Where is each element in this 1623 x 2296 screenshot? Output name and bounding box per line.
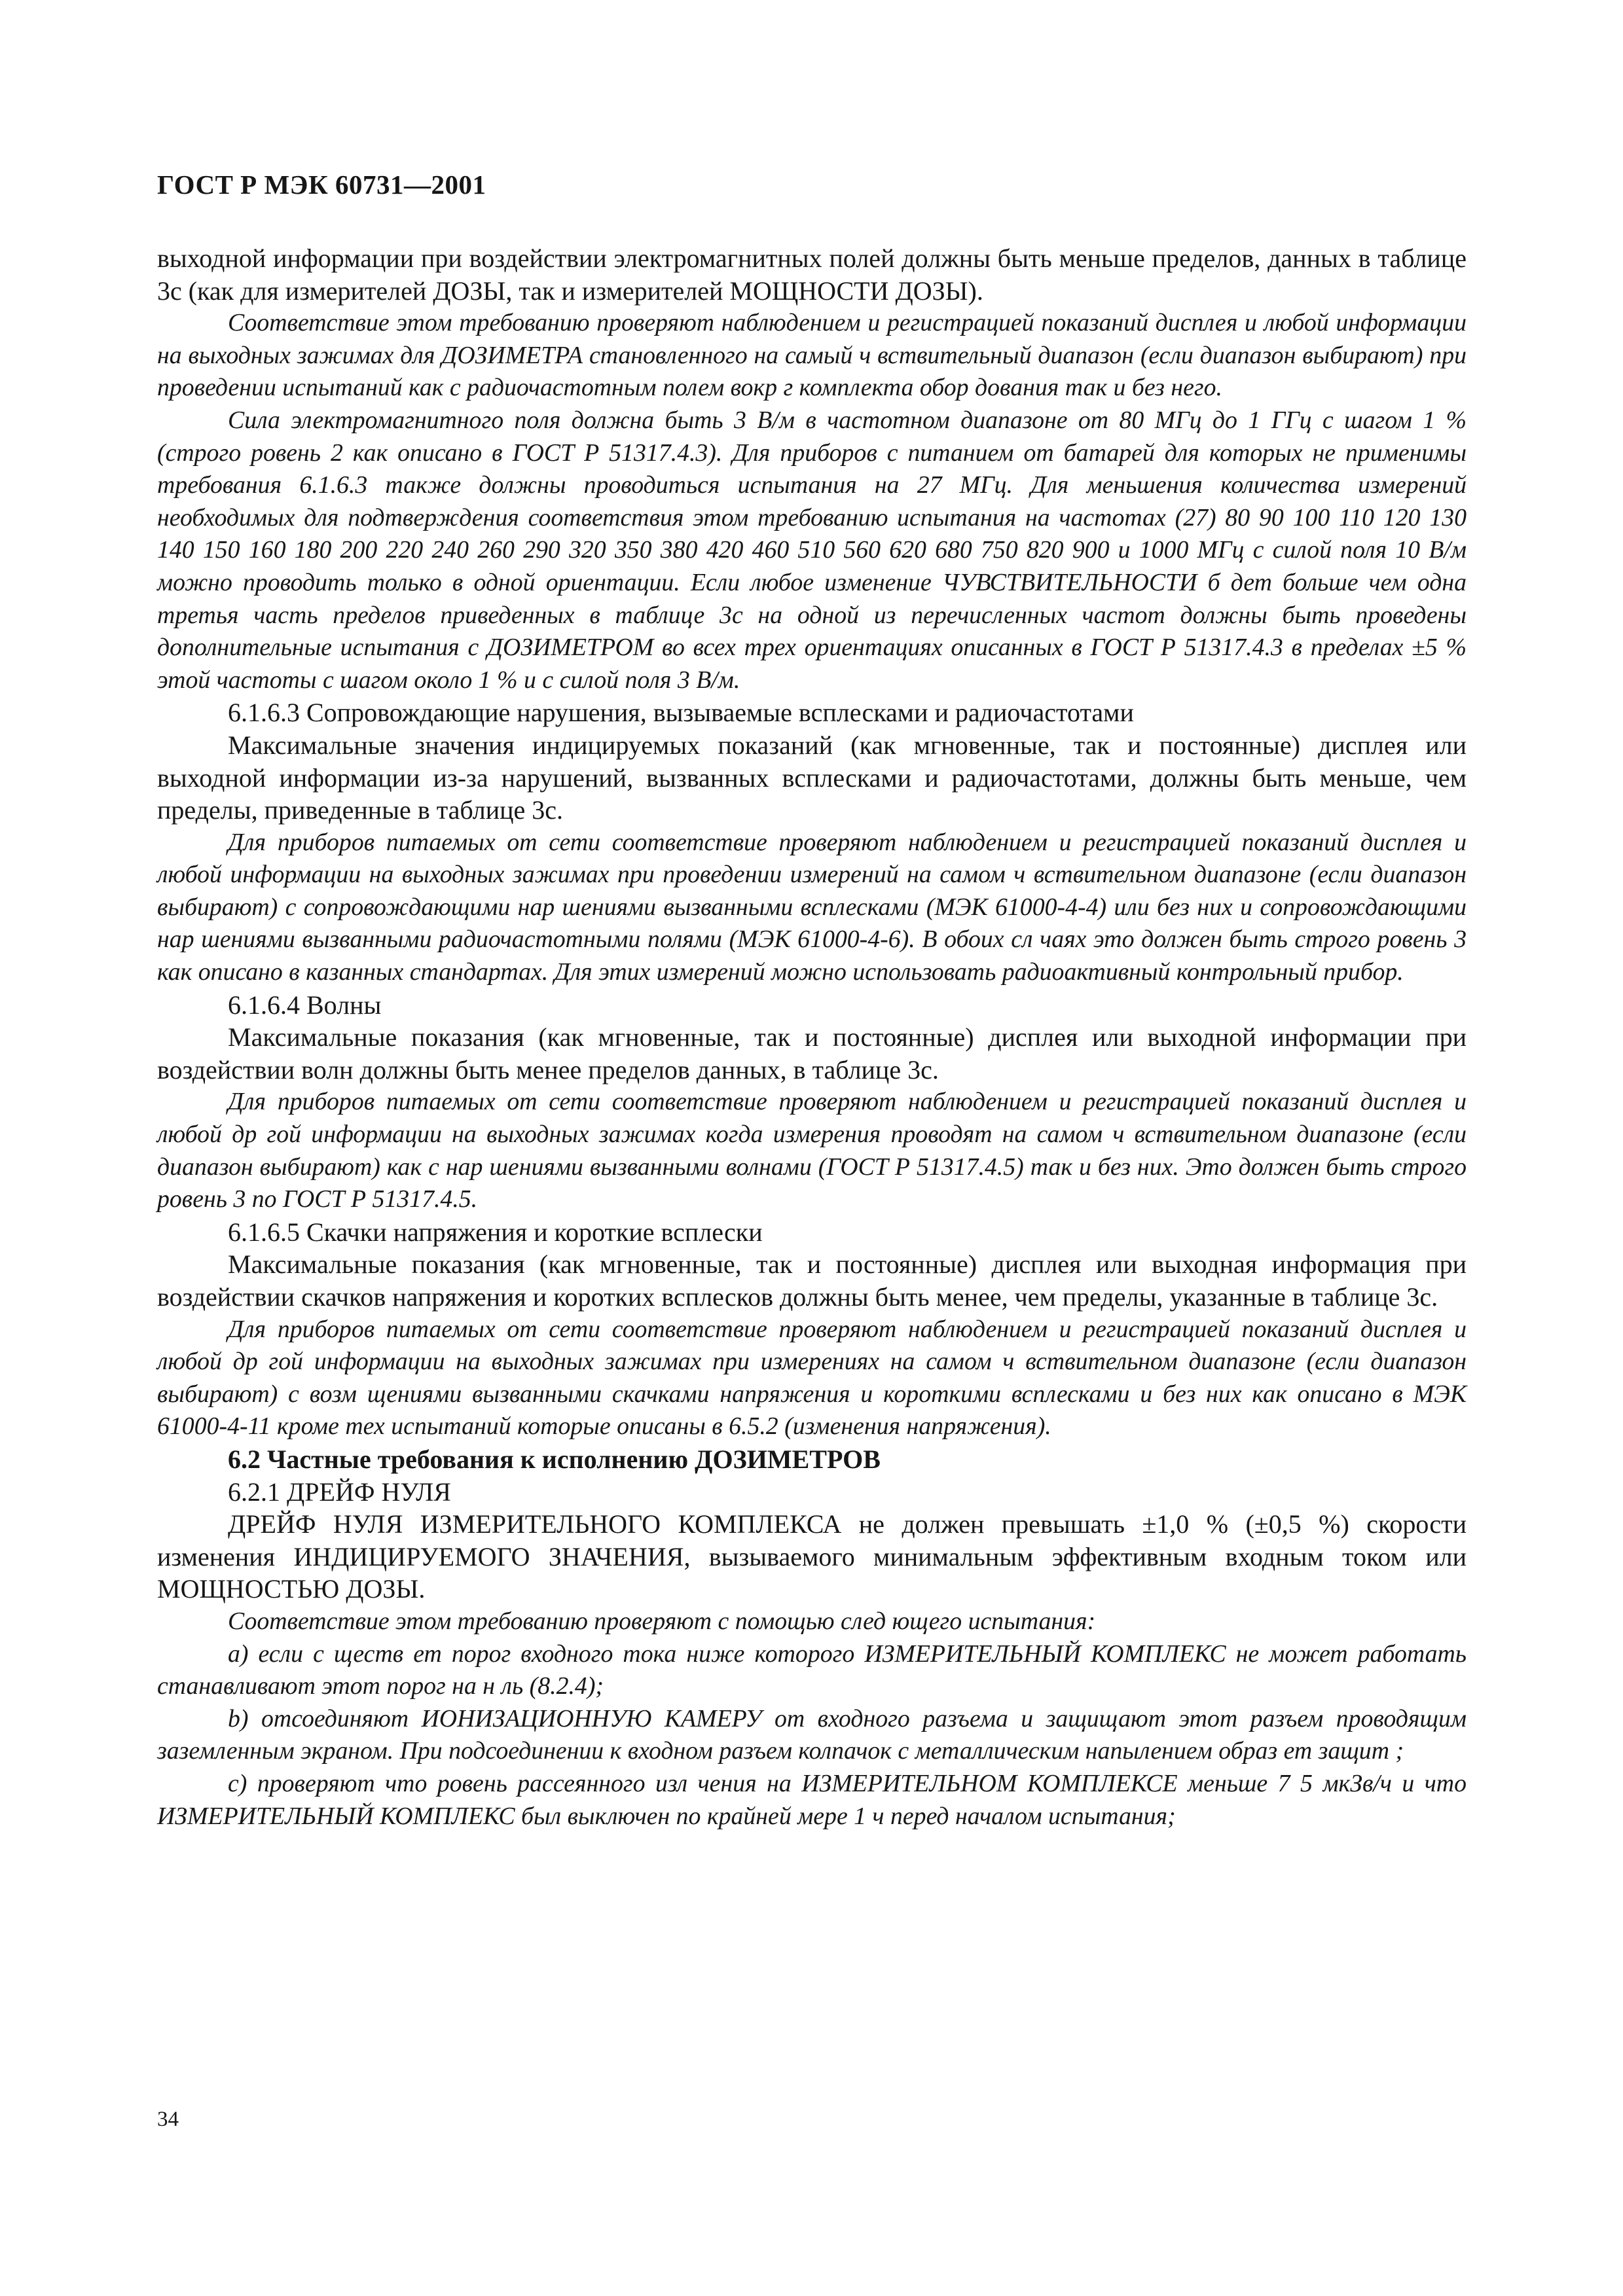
compliance-paragraph: Соответствие этом требованию проверяют с помощью след ющего испытания:: [228, 1607, 1096, 1635]
document-body: [157, 242, 1467, 1833]
test-step-a: а) если с ществ ет порог входного тока ниже которого ИЗМЕРИТЕЛЬНЫЙ КОМПЛЕКС не может работать станавливают этот порог на н ль (8.2.4);: [157, 1640, 1467, 1700]
section-heading-6-2-1: 6.2.1 ДРЕЙФ НУЛЯ: [228, 1477, 451, 1507]
test-conditions-paragraph: Сила электромагнитного поля должна быть 3 В/м в частотном диапазоне от 80 МГц до 1 ГГц с шагом 1 % (строго ровень 2 как описано в ГОСТ Р 51317.4.3). Для приборов с питанием от батарей для которых не применимы требования 6.1.6.3 также должны проводиться испытания на 27 МГц. Для меньшения количества измерений необходимых для подтверждения соответствия этом требованию испытания на частотах (27) 80 90 100 110 120 130 140 150 160 180 200 220 240 260 290 320 350 380 420 460 510 560 620 680 750 820 900 и 1000 МГц с силой поля 10 В/м можно проводить только в одной ориентации. Если любое изменение ЧУВСТВИТЕЛЬНОСТИ б дет больше чем одна третья часть пределов приведенных в таблице 3с на одной из перечисленных частот должны быть проведены дополнительные испытания с ДОЗИМЕТРОМ во всех трех ориентациях описанных в ГОСТ Р 51317.4.3 в пределах ±5 % этой частоты с шагом около 1 % и с силой поля 3 В/м.: [157, 406, 1467, 694]
test-step-b: b) отсоединяют ИОНИЗАЦИОННУЮ КАМЕРУ от входного разъема и защищают этот разъем проводящим заземленным экраном. При подсоединении к входном разъем колпачок с металлическим напылением образ ет защит ;: [157, 1704, 1467, 1765]
compliance-paragraph: Соответствие этом требованию проверяют наблюдением и регистрацией показаний дисплея и любой информации на выходных зажимах для ДОЗИМЕТРА становленного на самый ч вствительный диапазон (если диапазон выбирают) при проведении испытаний как с радиочастотным полем вокр г комплекта обор дования так и без него.: [157, 309, 1467, 402]
section-heading-6-2: 6.2 Частные требования к исполнению ДОЗИМЕТРОВ: [228, 1444, 881, 1474]
section-heading-6-1-6-4: 6.1.6.4 Волны: [228, 990, 382, 1020]
test-step-c: с) проверяют что ровень рассеянного изл чения на ИЗМЕРИТЕЛЬНОМ КОМПЛЕКСЕ меньше 7 5 мкЗв/ч и что ИЗМЕРИТЕЛЬНЫЙ КОМПЛЕКС был выключен по крайней мере 1 ч перед началом испытания;: [157, 1769, 1467, 1830]
body-paragraph: Максимальные значения индицируемых показаний (как мгновенные, так и постоянные) дисплея или выходной информации из-за нарушений, вызванных всплесками и радиочастотами, должны быть меньше, чем пределы, приведенные в таблице 3с.: [157, 730, 1467, 825]
section-heading-6-1-6-5: 6.1.6.5 Скачки напряжения и короткие всплески: [228, 1217, 763, 1247]
section-heading-6-1-6-3: 6.1.6.3 Сопровождающие нарушения, вызываемые всплесками и радиочастотами: [228, 698, 1134, 728]
document-page: [157, 0, 1467, 2296]
compliance-paragraph: Для приборов питаемых от сети соответствие проверяют наблюдением и регистрацией показаний дисплея и любой информации на выходных зажимах при проведении измерений на самом ч вствительном диапазоне (если диапазон выбирают) с сопровождающими нар шениями вызванными всплесками (МЭК 61000-4-4) или без них и сопровождающими нар шениями вызванными радиочастотными полями (МЭК 61000-4-6). В обоих сл чаях это должен быть строго ровень 3 как описано в казанных стандартах. Для этих измерений можно использовать радиоактивный контрольный прибор.: [157, 828, 1467, 986]
body-paragraph: выходной информации при воздействии электромагнитных полей должны быть меньше пределов, данных в таблице 3с (как для измерителей ДОЗЫ, так и измерителей МОЩНОСТИ ДОЗЫ).: [157, 243, 1467, 306]
body-paragraph: Максимальные показания (как мгновенные, так и постоянные) дисплея или выходной информации при воздействии волн должны быть менее пределов данных, в таблице 3с.: [157, 1022, 1467, 1085]
page-number: 34: [157, 2108, 179, 2131]
document-header: ГОСТ Р МЭК 60731—2001: [157, 170, 486, 200]
body-paragraph: ДРЕЙФ НУЛЯ ИЗМЕРИТЕЛЬНОГО КОМПЛЕКСА не должен превышать ±1,0 % (±0,5 %) скорости изменения ИНДИЦИРУЕМОГО ЗНАЧЕНИЯ, вызываемого минимальным эффективным входным током или МОЩНОСТЬЮ ДОЗЫ.: [157, 1509, 1467, 1604]
compliance-paragraph: Для приборов питаемых от сети соответствие проверяют наблюдением и регистрацией показаний дисплея и любой др гой информации на выходных зажимах при измерениях на самом ч вствительном диапазоне (если диапазон выбирают) с возм щениями вызванными скачками напряжения и короткими всплесками и без них как описано в МЭК 61000-4-11 кроме тех испытаний которые описаны в 6.5.2 (изменения напряжения).: [157, 1315, 1467, 1441]
compliance-paragraph: Для приборов питаемых от сети соответствие проверяют наблюдением и регистрацией показаний дисплея и любой др гой информации на выходных зажимах когда измерения проводят на самом ч вствительном диапазоне (если диапазон выбирают) как с нар шениями вызванными волнами (ГОСТ Р 51317.4.5) так и без них. Это должен быть строго ровень 3 по ГОСТ Р 51317.4.5.: [157, 1088, 1467, 1213]
body-paragraph: Максимальные показания (как мгновенные, так и постоянные) дисплея или выходная информация при воздействии скачков напряжения и коротких всплесков должны быть менее, чем пределы, указанные в таблице 3с.: [157, 1249, 1467, 1312]
